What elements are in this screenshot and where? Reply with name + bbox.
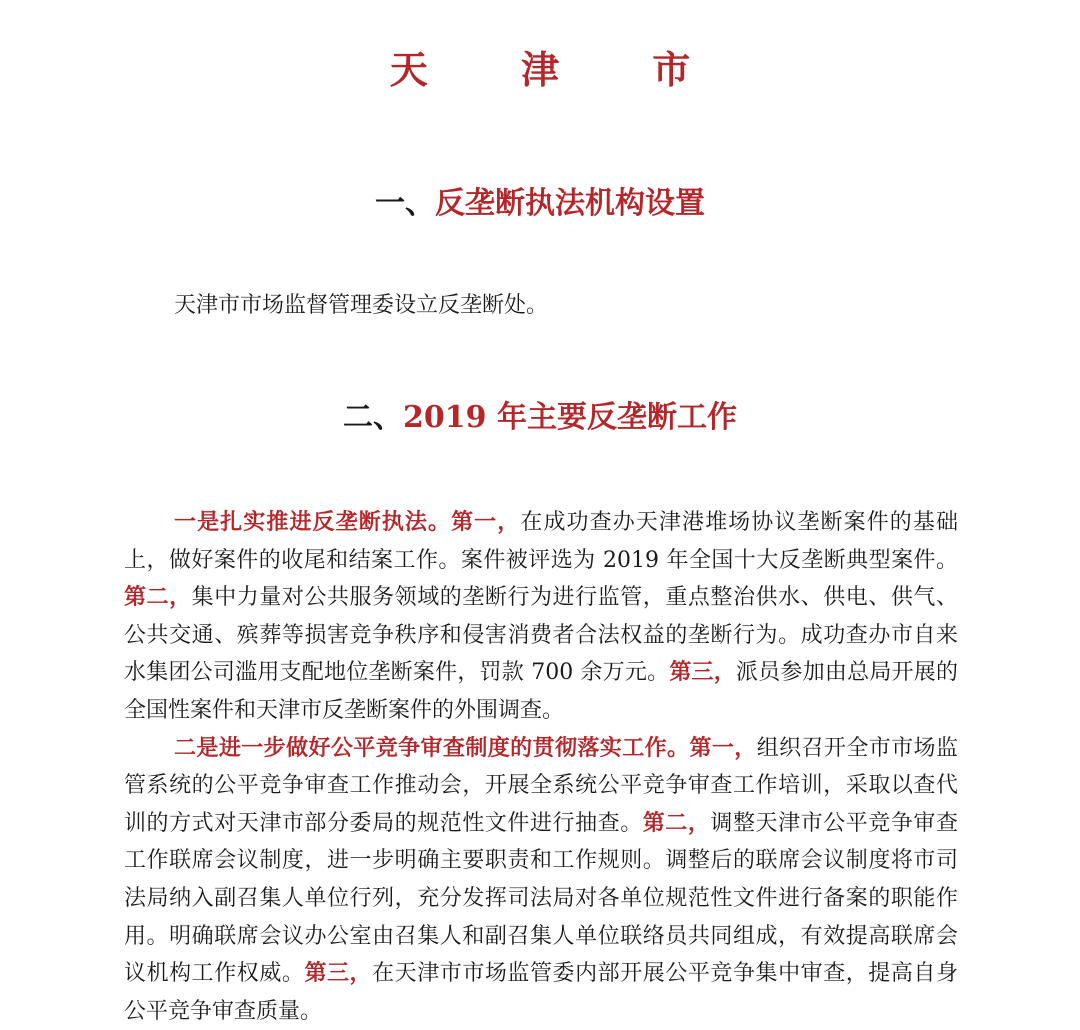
point-label: 第二， bbox=[642, 809, 711, 836]
section-title: 2019 年主要反垄断工作 bbox=[403, 400, 737, 435]
point-text: 集中力量对公共服务领域的垄断行为进行监管，重点整治供水、供电、供气、公共交通、殡葬等损害竞争秩序和侵害消费者合法权益的垄断行为。成功查办市自来水集团公司滥用支配地位垄断案件，罚款 700 余万元。 bbox=[124, 585, 958, 686]
point-label: 第三， bbox=[304, 960, 373, 987]
page-title: 天 津 市 bbox=[389, 47, 731, 92]
point-label: 第二， bbox=[124, 584, 192, 611]
point-text: 在成功查办天津港堆场协议垄断案件的基础上，做好案件的收尾和结案工作。案件被评选为 2019 年全国十大反垄断典型案件。 bbox=[124, 510, 958, 573]
section-number: 一、 bbox=[375, 186, 435, 221]
point-text: 在天津市市场监管委内部开展公平竞争集中审查，提高自身公平竞争审查质量。 bbox=[124, 961, 958, 1024]
work-body bbox=[124, 504, 958, 1030]
paragraph-lead: 一是扎实推进反垄断执法。 bbox=[174, 509, 452, 535]
institution-paragraph: 天津市市场监督管理委设立反垄断处。 bbox=[174, 293, 549, 318]
point-text: 派员参加由总局开展的全国性案件和天津市反垄断案件的外围调查。 bbox=[124, 660, 958, 723]
work-paragraph-fair-competition bbox=[124, 730, 958, 1030]
point-label: 第一， bbox=[451, 509, 521, 535]
point-text: 调整天津市公平竞争审查工作联席会议制度，进一步明确主要职责和工作规则。调整后的联席会议制度将市司法局纳入副召集人单位行列，充分发挥司法局对各单位规范性文件进行备案的职能作用。明确联席会议办公室由召集人和副召集人单位联络员共同组成，有效提高联席会议机构工作权威。 bbox=[124, 810, 958, 987]
section-heading-institution bbox=[0, 182, 1080, 226]
point-text: 组织召开全市市场监管系统的公平竞争审查工作推动会，开展全系统公平竞争审查工作培训，采取以查代训的方式对天津市部分委局的规范性文件进行抽查。 bbox=[124, 735, 958, 836]
section-title: 反垄断执法机构设置 bbox=[435, 186, 705, 221]
section-number: 二、 bbox=[343, 400, 404, 435]
section-heading-work bbox=[0, 396, 1080, 440]
point-label: 第三， bbox=[669, 659, 736, 686]
work-paragraph-enforcement bbox=[124, 504, 958, 730]
point-label: 第一， bbox=[689, 734, 757, 761]
paragraph-lead: 二是进一步做好公平竞争审查制度的贯彻落实工作。 bbox=[174, 734, 690, 761]
